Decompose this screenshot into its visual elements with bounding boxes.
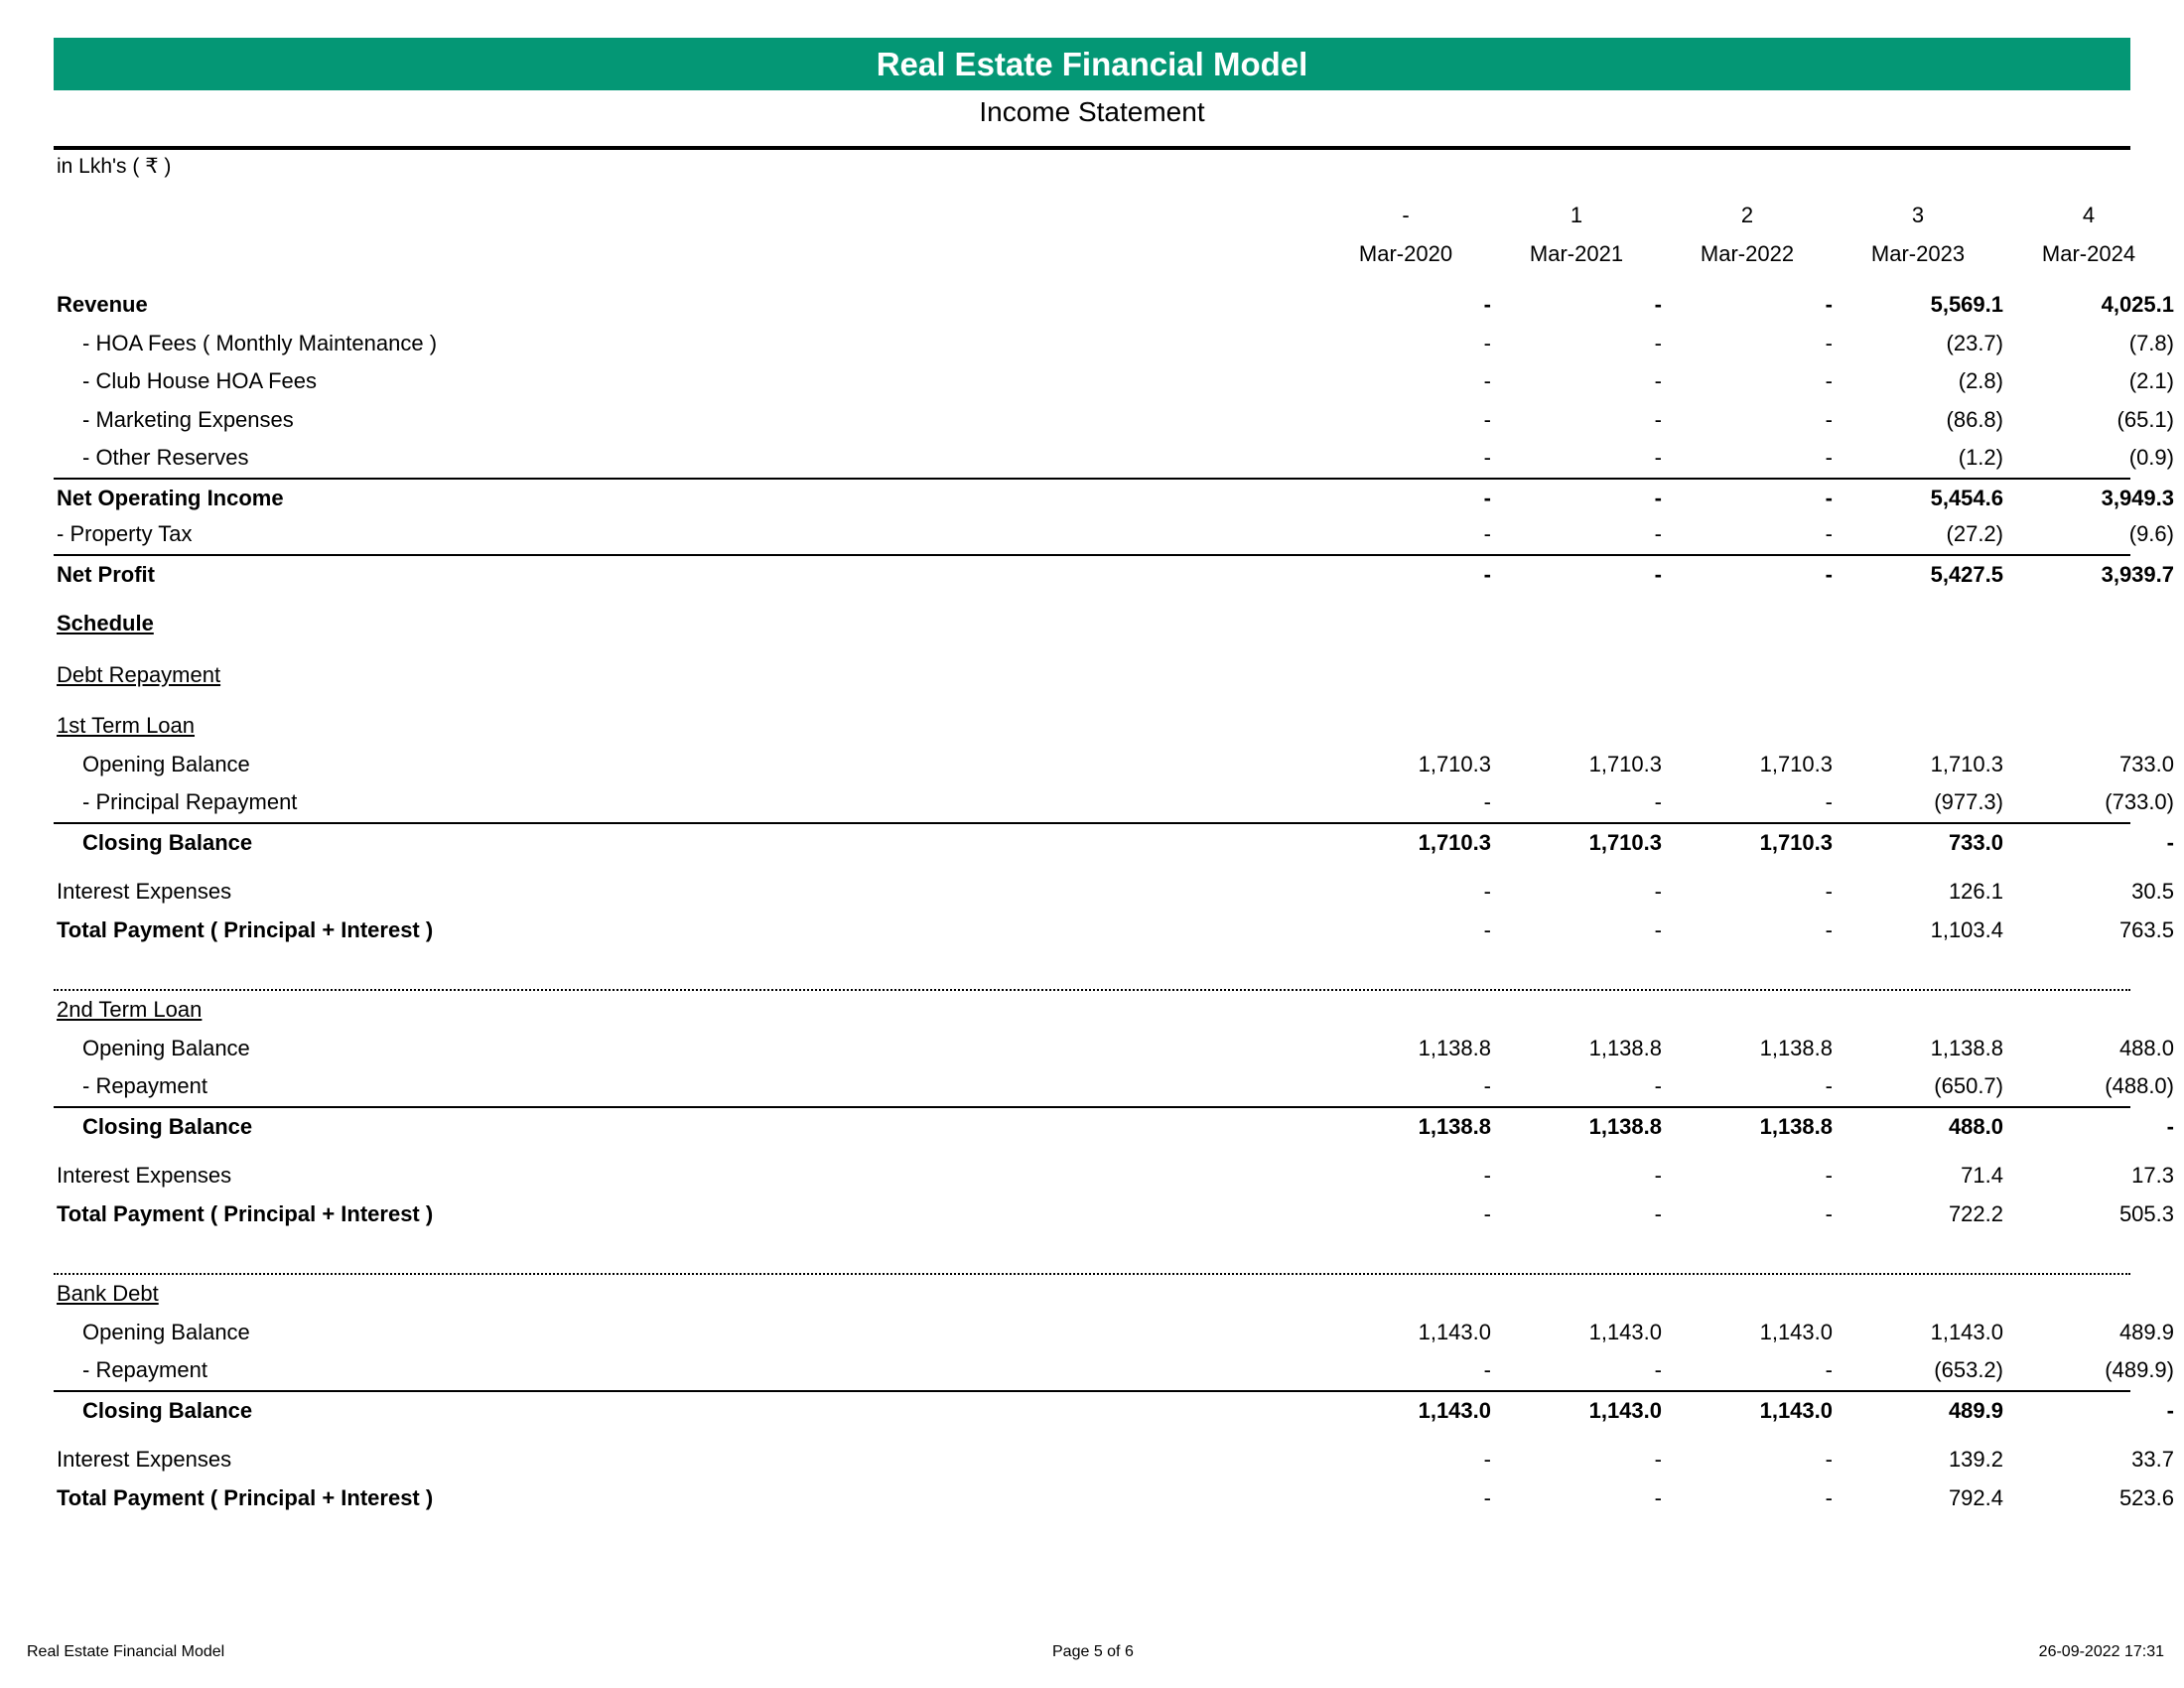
- row-label: Opening Balance: [82, 1035, 250, 1060]
- row-interest-expenses: [54, 873, 2174, 912]
- row-value: 5,569.1: [1930, 292, 2003, 317]
- row-value: -: [1654, 1163, 1662, 1188]
- row-club-house-hoa: [54, 362, 2174, 401]
- row-value: (2.1): [2128, 368, 2174, 393]
- row-value: -: [1654, 445, 1662, 470]
- period-header-row: [54, 197, 2130, 235]
- row-value: 5,427.5: [1930, 561, 2003, 587]
- row-value: (733.0): [2105, 789, 2174, 814]
- units-note: in Lkh's ( ₹ ): [57, 155, 172, 178]
- row-label: Closing Balance: [82, 829, 253, 855]
- row-value: -: [1483, 1163, 1491, 1188]
- row-value: -: [1483, 330, 1491, 355]
- row-value: -: [2166, 829, 2174, 855]
- report-title: Real Estate Financial Model: [54, 38, 2130, 90]
- row-value: -: [1483, 1357, 1491, 1382]
- row-value: -: [1654, 561, 1662, 587]
- row-value: 3,949.3: [2101, 485, 2174, 510]
- row-value: 489.9: [2118, 1319, 2174, 1344]
- row-value: (23.7): [1946, 330, 2003, 355]
- row-value: -: [1825, 1484, 1833, 1510]
- row-revenue: [54, 286, 2174, 325]
- row-label: Opening Balance: [82, 751, 250, 776]
- row-net-profit: [54, 554, 2174, 593]
- row-value: 505.3: [2118, 1200, 2174, 1226]
- row-value: -: [1825, 1357, 1833, 1382]
- row-label: - Repayment: [82, 1073, 207, 1098]
- row-value: 1,710.3: [1930, 751, 2003, 776]
- row-value: 3,939.7: [2101, 561, 2174, 587]
- row-value: 1,138.8: [1418, 1035, 1491, 1060]
- row-value: 1,103.4: [1930, 916, 2003, 942]
- row-label: Interest Expenses: [57, 1163, 232, 1188]
- row-value: (27.2): [1946, 521, 2003, 546]
- row-value: -: [1654, 1357, 1662, 1382]
- row-value: -: [1654, 1200, 1662, 1226]
- row-value: 523.6: [2118, 1484, 2174, 1510]
- row-value: 488.0: [2118, 1035, 2174, 1060]
- row-opening-balance: [54, 746, 2174, 784]
- row-label: Closing Balance: [82, 1397, 253, 1423]
- row-value: 1,138.8: [1759, 1113, 1833, 1139]
- row-value: -: [1825, 521, 1833, 546]
- row-interest-expenses: [54, 1157, 2174, 1196]
- row-value: 733.0: [2118, 751, 2174, 776]
- row-property-tax: [54, 515, 2174, 554]
- row-closing-balance: [54, 1390, 2174, 1429]
- date-header-row: [54, 235, 2136, 274]
- row-closing-balance: [54, 822, 2174, 861]
- row-value: 1,138.8: [1588, 1113, 1662, 1139]
- row-value: -: [1825, 916, 1833, 942]
- row-value: -: [1483, 368, 1491, 393]
- row-value: 1,143.0: [1759, 1397, 1833, 1423]
- row-value: -: [1483, 561, 1491, 587]
- row-label: Total Payment ( Principal + Interest ): [57, 916, 434, 942]
- row-value: (2.8): [1958, 368, 2003, 393]
- row-value: -: [1825, 485, 1833, 510]
- row-value: 1,710.3: [1759, 829, 1833, 855]
- row-value: -: [1825, 789, 1833, 814]
- row-value: -: [1825, 1163, 1833, 1188]
- report-subtitle: Income Statement: [979, 96, 1205, 127]
- row-value: 5,454.6: [1930, 485, 2003, 510]
- title-divider: [54, 146, 2130, 150]
- row-principal-repayment: [54, 783, 2174, 822]
- row-value: 1,143.0: [1588, 1319, 1662, 1344]
- row-label: - Repayment: [82, 1357, 207, 1382]
- section-heading: Debt Repayment: [57, 661, 221, 687]
- period-header: 1: [1570, 203, 1583, 227]
- row-value: 1,143.0: [1418, 1319, 1491, 1344]
- row-value: 489.9: [1948, 1397, 2003, 1423]
- row-value: 1,710.3: [1588, 829, 1662, 855]
- row-value: 1,143.0: [1759, 1319, 1833, 1344]
- row-total-payment: [54, 1479, 2174, 1518]
- section-heading: Bank Debt: [57, 1281, 159, 1306]
- date-header: Mar-2023: [1870, 240, 1966, 266]
- period-header: 3: [1911, 203, 1925, 227]
- row-value: 792.4: [1948, 1484, 2003, 1510]
- loan1-heading: [54, 707, 2130, 746]
- row-label: Total Payment ( Principal + Interest ): [57, 1484, 434, 1510]
- date-header: Mar-2021: [1529, 240, 1624, 266]
- row-value: 126.1: [1948, 879, 2003, 904]
- spacer: [54, 273, 2130, 286]
- row-label: Net Operating Income: [57, 485, 284, 510]
- row-value: -: [1825, 330, 1833, 355]
- row-value: (653.2): [1934, 1357, 2003, 1382]
- row-value: -: [1483, 406, 1491, 432]
- row-value: -: [1654, 1073, 1662, 1098]
- row-opening-balance: [54, 1030, 2174, 1068]
- row-hoa-fees: [54, 325, 2174, 363]
- row-value: -: [1483, 485, 1491, 510]
- row-value: -: [1654, 879, 1662, 904]
- row-value: (1.2): [1958, 445, 2003, 470]
- spacer: [54, 949, 2130, 987]
- row-value: 33.7: [2131, 1447, 2174, 1472]
- row-value: -: [1825, 368, 1833, 393]
- row-value: -: [1825, 879, 1833, 904]
- row-label: Total Payment ( Principal + Interest ): [57, 1200, 434, 1226]
- row-value: 17.3: [2131, 1163, 2174, 1188]
- row-value: -: [1654, 406, 1662, 432]
- row-value: 1,138.8: [1759, 1035, 1833, 1060]
- date-header: Mar-2020: [1358, 240, 1453, 266]
- row-value: -: [2166, 1397, 2174, 1423]
- row-other-reserves: [54, 439, 2174, 478]
- row-label: - Marketing Expenses: [82, 406, 294, 432]
- row-value: -: [1654, 292, 1662, 317]
- row-value: 1,143.0: [1588, 1397, 1662, 1423]
- footer-timestamp: 26-09-2022 17:31: [2038, 1643, 2164, 1660]
- row-value: -: [1654, 485, 1662, 510]
- section-heading: 1st Term Loan: [57, 713, 196, 738]
- schedule-heading: [54, 605, 2130, 643]
- row-value: -: [1654, 1484, 1662, 1510]
- row-value: -: [1483, 445, 1491, 470]
- row-value: -: [1825, 406, 1833, 432]
- row-value: (488.0): [2105, 1073, 2174, 1098]
- row-repayment: [54, 1067, 2174, 1106]
- row-value: -: [1483, 916, 1491, 942]
- row-label: - HOA Fees ( Monthly Maintenance ): [82, 330, 438, 355]
- row-value: -: [1825, 1200, 1833, 1226]
- footer-document-name: Real Estate Financial Model: [27, 1643, 225, 1660]
- row-value: 4,025.1: [2101, 292, 2174, 317]
- row-value: (977.3): [1934, 789, 2003, 814]
- row-value: 1,710.3: [1588, 751, 1662, 776]
- row-value: (65.1): [2116, 406, 2174, 432]
- financial-table: [54, 197, 2174, 1517]
- row-value: 722.2: [1948, 1200, 2003, 1226]
- row-label: - Principal Repayment: [82, 789, 298, 814]
- row-label: - Other Reserves: [82, 445, 249, 470]
- row-value: -: [1825, 1447, 1833, 1472]
- row-label: Revenue: [57, 292, 148, 317]
- row-value: (9.6): [2128, 521, 2174, 546]
- row-label: Closing Balance: [82, 1113, 253, 1139]
- row-label: Opening Balance: [82, 1319, 250, 1344]
- row-value: -: [1483, 1073, 1491, 1098]
- row-value: -: [1654, 1447, 1662, 1472]
- row-value: (489.9): [2105, 1357, 2174, 1382]
- row-net-operating-income: [54, 478, 2174, 516]
- row-value: -: [2166, 1113, 2174, 1139]
- row-marketing-expenses: [54, 401, 2174, 440]
- row-value: 733.0: [1948, 829, 2003, 855]
- row-value: -: [1654, 916, 1662, 942]
- row-value: 1,138.8: [1588, 1035, 1662, 1060]
- row-value: 1,710.3: [1418, 829, 1491, 855]
- row-value: -: [1825, 445, 1833, 470]
- row-value: (650.7): [1934, 1073, 2003, 1098]
- row-value: -: [1654, 330, 1662, 355]
- row-label: - Club House HOA Fees: [82, 368, 317, 393]
- row-value: -: [1483, 1200, 1491, 1226]
- row-label: Interest Expenses: [57, 1447, 232, 1472]
- row-value: -: [1483, 292, 1491, 317]
- row-value: 1,143.0: [1930, 1319, 2003, 1344]
- row-total-payment: [54, 1196, 2174, 1234]
- row-value: (0.9): [2128, 445, 2174, 470]
- spacer: [54, 694, 2130, 707]
- row-label: Interest Expenses: [57, 879, 232, 904]
- loan2-heading: [54, 991, 2130, 1030]
- row-value: (7.8): [2128, 330, 2174, 355]
- row-value: -: [1654, 368, 1662, 393]
- row-value: (86.8): [1946, 406, 2003, 432]
- row-value: 1,143.0: [1418, 1397, 1491, 1423]
- row-value: 1,138.8: [1418, 1113, 1491, 1139]
- row-opening-balance: [54, 1314, 2174, 1352]
- row-value: 30.5: [2131, 879, 2174, 904]
- section-heading: Schedule: [57, 611, 154, 635]
- spacer: [54, 643, 2130, 656]
- section-heading: 2nd Term Loan: [57, 997, 203, 1022]
- spacer: [54, 1233, 2130, 1271]
- date-header: Mar-2022: [1700, 240, 1795, 266]
- row-value: -: [1654, 789, 1662, 814]
- row-label: - Property Tax: [57, 521, 193, 546]
- row-value: -: [1654, 521, 1662, 546]
- row-value: 139.2: [1948, 1447, 2003, 1472]
- row-value: 763.5: [2118, 916, 2174, 942]
- row-value: 488.0: [1948, 1113, 2003, 1139]
- row-value: -: [1825, 292, 1833, 317]
- row-value: -: [1483, 1447, 1491, 1472]
- row-value: -: [1483, 1484, 1491, 1510]
- row-repayment: [54, 1351, 2174, 1390]
- row-closing-balance: [54, 1106, 2174, 1145]
- period-header: 4: [2082, 203, 2096, 227]
- row-value: -: [1483, 879, 1491, 904]
- row-interest-expenses: [54, 1441, 2174, 1479]
- bank-debt-heading: [54, 1275, 2130, 1314]
- row-value: -: [1825, 1073, 1833, 1098]
- row-value: 1,710.3: [1418, 751, 1491, 776]
- row-total-payment: [54, 912, 2174, 950]
- row-value: -: [1483, 521, 1491, 546]
- row-value: 71.4: [1961, 1163, 2003, 1188]
- period-header: -: [1402, 203, 1410, 227]
- row-value: 1,710.3: [1759, 751, 1833, 776]
- debt-repayment-heading: [54, 656, 2130, 695]
- period-header: 2: [1740, 203, 1754, 227]
- row-value: -: [1825, 561, 1833, 587]
- date-header: Mar-2024: [2041, 240, 2136, 266]
- row-value: -: [1483, 789, 1491, 814]
- footer-page-number: Page 5 of 6: [1052, 1643, 1134, 1660]
- row-value: 1,138.8: [1930, 1035, 2003, 1060]
- row-label: Net Profit: [57, 561, 155, 587]
